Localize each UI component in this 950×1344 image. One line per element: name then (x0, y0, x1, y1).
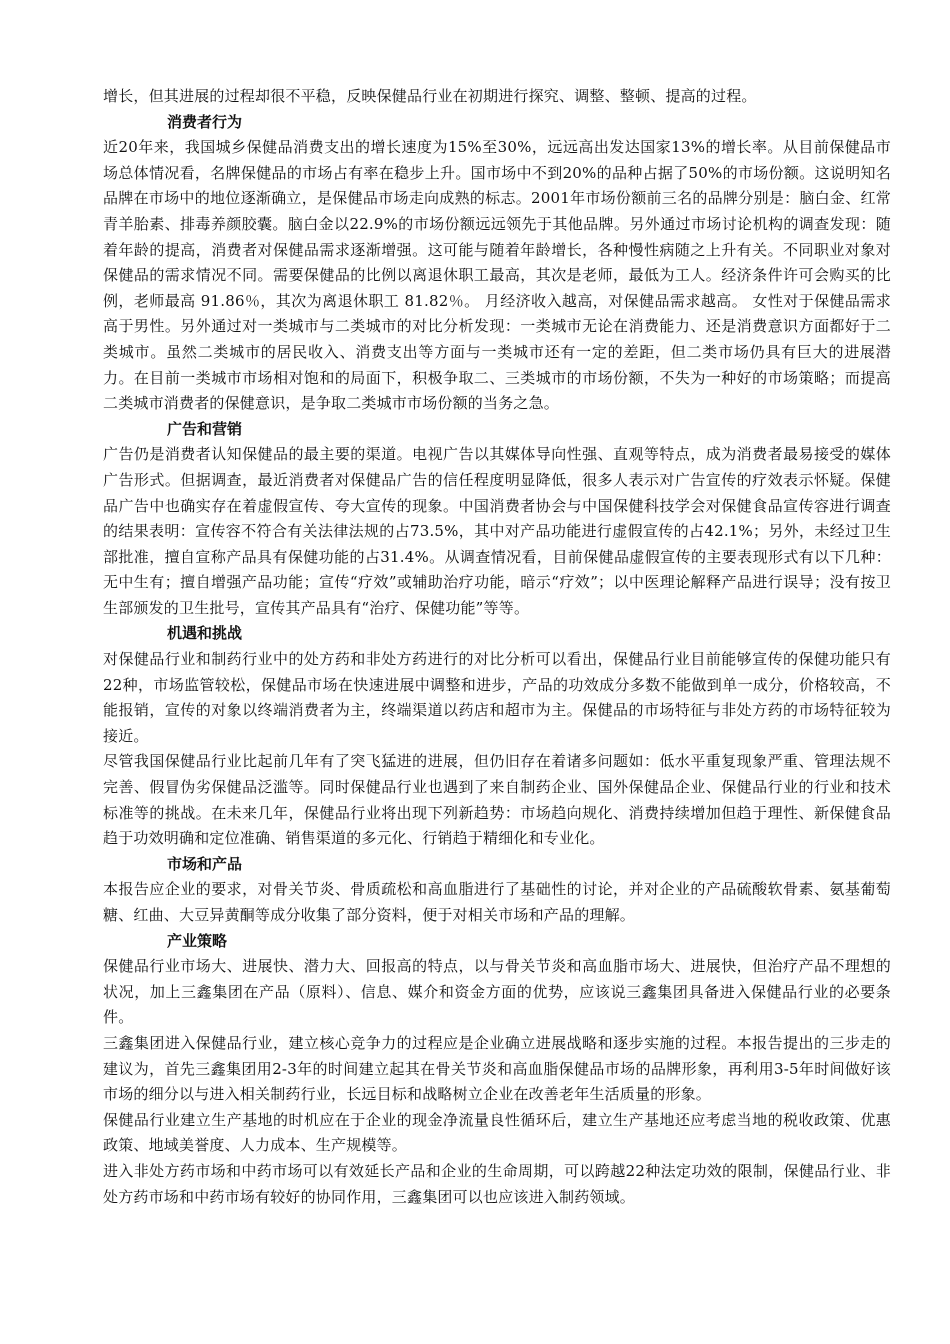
paragraph-advertising-marketing: 广告仍是消费者认知保健品的最主要的渠道。电视广告以其媒体导向性强、直观等特点，成为消费者最易接受的媒体广告形式。但据调查，最近消费者对保健品广告的信任程度明显降低，很多人表示对广告宣传的疗效表示怀疑。保健品广告中也确实存在着虚假宣传、夸大宣传的现象。中国消费者协会与中国保健科技学会对保健食品宣传容进行调查的结果表明：宣传容不符合有关法律法规的占73.5%，其中对产品功能进行虚假宣传的占42.1%；另外，未经过卫生部批准，擅自宣称产品具有保健功能的占31.4%。从调查情况看，目前保健品虚假宣传的主要表现形式有以下几种：无中生有；擅自增强产品功能；宣传“疗效”或辅助治疗功能，暗示“疗效”；以中医理论解释产品进行误导；没有按卫生部颁发的卫生批号，宣传其产品具有“治疗、保健功能”等等。 (103, 445, 891, 617)
heading-advertising-marketing: 广告和营销 (167, 419, 243, 438)
paragraph-strategy-4: 进入非处方药市场和中药市场可以有效延长产品和企业的生命周期，可以跨越22种法定功效的限制，保健品行业、非处方药市场和中药市场有较好的协同作用，三鑫集团可以也应该进入制药领域。 (103, 1161, 891, 1206)
paragraph-strategy-1: 保健品行业市场大、进展快、潜力大、回报高的特点，以与骨关节炎和高血脂市场大、进展快，但治疗产品不理想的状况，加上三鑫集团在产品（原料）、信息、媒介和资金方面的优势，应该说三鑫集团具备进入保健品行业的必要条件。 (103, 957, 891, 1027)
heading-consumer-behavior: 消费者行为 (167, 112, 243, 131)
paragraph-market-products: 本报告应企业的要求，对骨关节炎、骨质疏松和高血脂进行了基础性的讨论，并对企业的产品硫酸软骨素、氨基葡萄糖、红曲、大豆异黄酮等成分收集了部分资料，便于对相关市场和产品的理解。 (103, 880, 891, 924)
heading-market-products: 市场和产品 (167, 854, 243, 873)
heading-industry-strategy: 产业策略 (167, 931, 228, 950)
paragraph-opportunities-2: 尽管我国保健品行业比起前几年有了突飞猛进的进展，但仍旧存在着诸多问题如：低水平重复现象严重、管理法规不完善、假冒伪劣保健品泛滥等。同时保健品行业也遇到了来自制药企业、国外保健品企业、保健品行业的行业和技术标准等的挑战。在未来几年，保健品行业将出现下列新趋势：市场趋向规化、消费持续增加但趋于理性、新保健食品趋于功效明确和定位准确、销售渠道的多元化、行销趋于精细化和专业化。 (103, 752, 891, 848)
paragraph-consumer-behavior: 近20年来，我国城乡保健品消费支出的增长速度为15%至30%，远远高出发达国家13%的增长率。从目前保健品市场总体情况看，名牌保健品的市场占有率在稳步上升。国市场中不到20%的品种占据了50%的市场份额。这说明知名品牌在市场中的地位逐渐确立，是保健品市场走向成熟的标志。2001年市场份额前三名的品牌分别是：脑白金、红常青羊胎素、排毒养颜胶囊。脑白金以22.9%的市场份额远远领先于其他品牌。另外通过市场讨论机构的调查发现：随着年龄的提高，消费者对保健品需求逐渐增强。这可能与随着年龄增长，各种慢性病随之上升有关。不同职业对象对保健品的需求情况不同。需要保健品的比例以离退休职工最高，其次是老师，最低为工人。经济条件许可会购买的比例，老师最高 91.86％，其次为离退休职工 81.82％。 月经济收入越高，对保健品需求越高。 女性对于保健品需求高于男性。另外通过对一类城市与二类城市的对比分析发现：一类城市无论在消费能力、还是消费意识方面都好于二类城市。虽然二类城市的居民收入、消费支出等方面与一类城市还有一定的差距，但二类市场仍具有巨大的进展潜力。在目前一类城市市场相对饱和的局面下，积极争取二、三类城市的市场份额，不失为一种好的市场策略；而提高二类城市消费者的保健意识，是争取二类城市市场份额的当务之急。 (103, 138, 891, 413)
paragraph-strategy-3: 保健品行业建立生产基地的时机应在于企业的现金净流量良性循环后，建立生产基地还应考虑当地的税收政策、优惠政策、地域美誉度、人力成本、生产规模等。 (103, 1110, 891, 1155)
heading-opportunities-challenges: 机遇和挑战 (167, 624, 243, 643)
document-page (103, 84, 891, 1210)
paragraph-intro: 增长，但其进展的过程却很不平稳，反映保健品行业在初期进行探究、调整、整顿、提高的过程。 (103, 87, 757, 105)
paragraph-opportunities-1: 对保健品行业和制药行业中的处方药和非处方药进行的对比分析可以看出，保健品行业目前能够宣传的保健功能只有22种，市场监管较松，保健品市场在快速进展中调整和进步，产品的功效成分多数不能做到单一成分，价格较高，不能报销，宣传的对象以终端消费者为主，终端渠道以药店和超市为主。保健品的市场特征与非处方药的市场特征较为接近。 (103, 650, 891, 745)
paragraph-strategy-2: 三鑫集团进入保健品行业，建立核心竞争力的过程应是企业确立进展战略和逐步实施的过程。本报告提出的三步走的建议为，首先三鑫集团用2-3年的时间建立起其在骨关节炎和高血脂保健品市场的品牌形象，再利用3-5年时间做好该市场的细分以与进入相关制药行业，长远目标和战略树立企业在改善老年生活质量的形象。 (103, 1033, 891, 1104)
